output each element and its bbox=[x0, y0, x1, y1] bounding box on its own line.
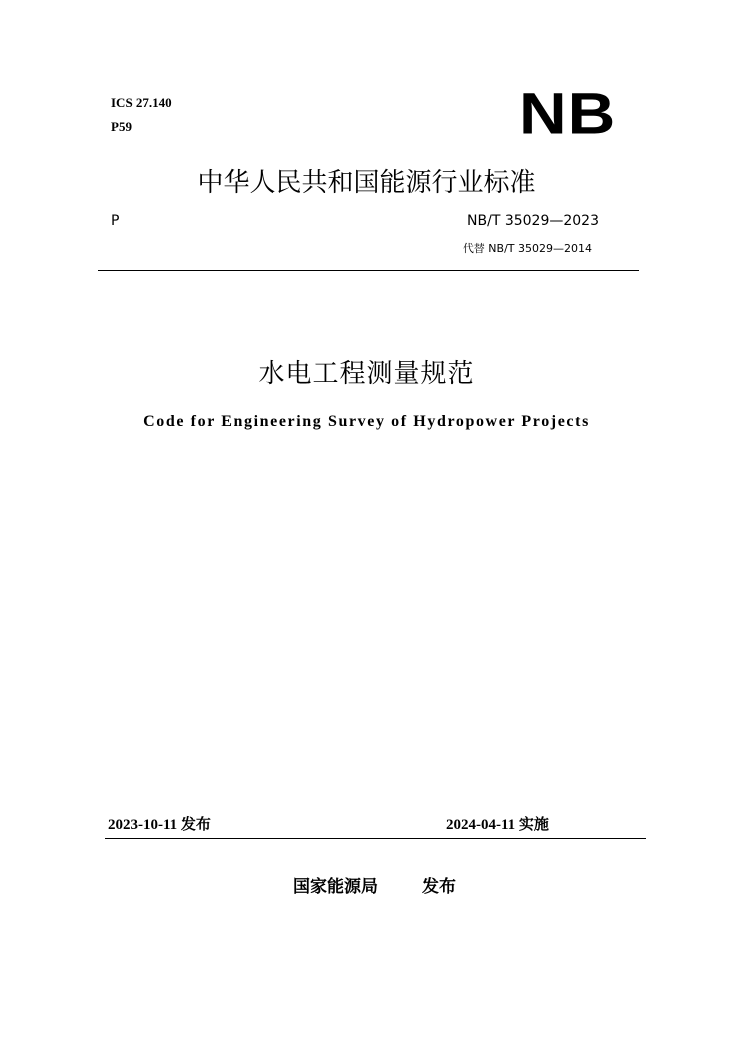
bottom-divider bbox=[105, 838, 646, 839]
replaces-standard: 代替 NB/T 35029—2014 bbox=[462, 242, 592, 255]
implementation-date: 2024-04-11 实施 bbox=[446, 817, 549, 833]
standard-number: NB/T 35029—2023 bbox=[467, 213, 599, 229]
ics-code: ICS 27.140 bbox=[111, 95, 172, 110]
nb-logo: NB bbox=[519, 80, 617, 146]
issued-label: 发布 bbox=[422, 877, 456, 897]
ccs-code: P59 bbox=[111, 119, 132, 134]
release-date: 2023-10-11 发布 bbox=[108, 817, 211, 833]
document-title-chinese: 水电工程测量规范 bbox=[258, 359, 475, 389]
top-divider bbox=[98, 270, 639, 271]
document-title-english: Code for Engineering Survey of Hydropower Projects bbox=[143, 413, 590, 430]
issuing-authority: 国家能源局 bbox=[293, 877, 378, 897]
category-mark: P bbox=[111, 213, 120, 229]
authority-title: 中华人民共和国能源行业标准 bbox=[197, 168, 536, 198]
